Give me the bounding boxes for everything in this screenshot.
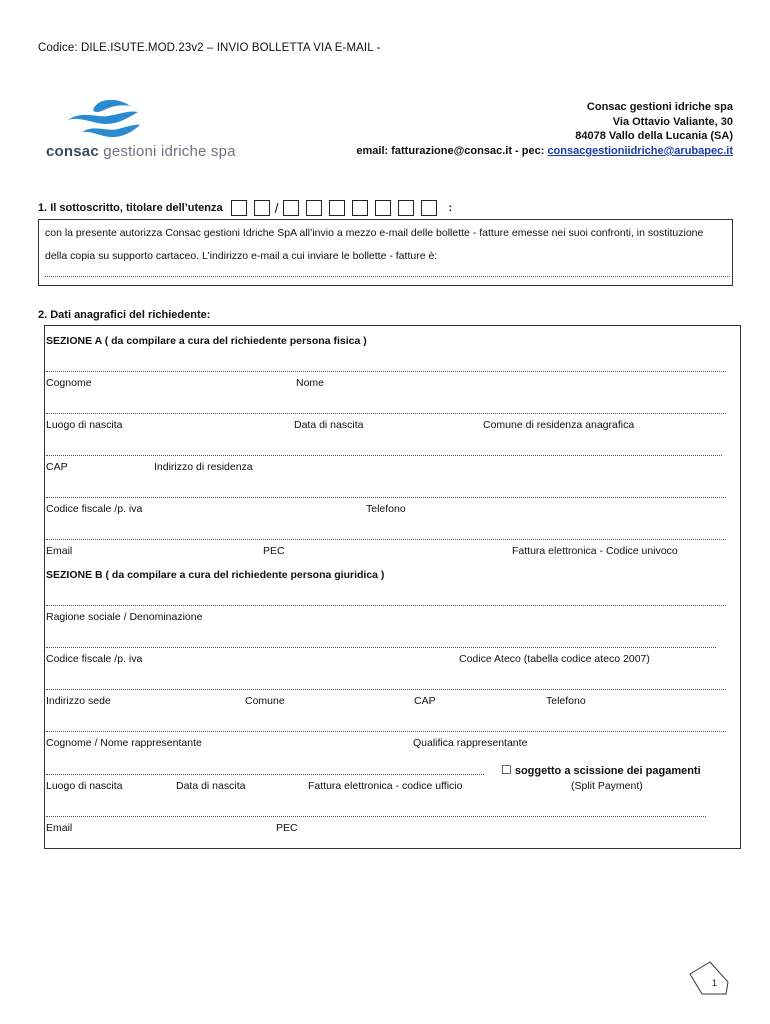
utenza-box[interactable]: [306, 200, 322, 216]
ragione-sociale-field[interactable]: [46, 605, 726, 606]
residenza-field[interactable]: [46, 455, 722, 456]
authorization-box: [38, 219, 733, 286]
sezione-b-header: SEZIONE B ( da compilare a cura del richiedente persona giuridica ): [46, 569, 385, 581]
scissione-option: [501, 763, 701, 777]
fattura-ufficio-label: Fattura elettronica - codice ufficio: [308, 780, 463, 792]
split-payment-label: (Split Payment): [571, 780, 643, 792]
utenza-separator: /: [274, 200, 279, 216]
section-2-title: 2. Dati anagrafici del richiedente:: [38, 309, 211, 321]
telefono-b-label: Telefono: [546, 695, 586, 707]
cognome-label: Cognome: [46, 377, 92, 389]
section-1-title: 1. Il sottoscritto, titolare dell’utenza / :: [38, 200, 453, 216]
cap-b-label: CAP: [414, 695, 436, 707]
sede-field[interactable]: [46, 689, 726, 690]
email-label: Email: [46, 545, 73, 557]
email-address-field[interactable]: [45, 276, 730, 277]
data-nascita-b-label: Data di nascita: [176, 780, 246, 792]
pec-label: PEC: [263, 545, 285, 557]
indirizzo-label: Indirizzo di residenza: [154, 461, 253, 473]
sezione-a-header: SEZIONE A ( da compilare a cura del richiedente persona fisica ): [46, 335, 367, 347]
waves-logo-icon: [64, 98, 142, 142]
utenza-code-boxes: [231, 200, 445, 216]
company-name: Consac gestioni idriche spa: [586, 101, 733, 113]
cognome-nome-field[interactable]: [46, 371, 726, 372]
qualifica-label: Qualifica rappresentante: [413, 737, 528, 749]
ragione-sociale-label: Ragione sociale / Denominazione: [46, 611, 203, 623]
indirizzo-sede-label: Indirizzo sede: [46, 695, 111, 707]
codice-fiscale-b-field[interactable]: [46, 647, 716, 648]
scissione-label: soggetto a scissione dei pagamenti: [514, 765, 701, 777]
codice-fiscale-b-label: Codice fiscale /p. iva: [46, 653, 143, 665]
cap-label: CAP: [46, 461, 68, 473]
company-city: 84078 Vallo della Lucania (SA): [575, 130, 733, 143]
utenza-box[interactable]: [421, 200, 437, 216]
company-address: [356, 100, 733, 158]
authorization-text-2: della copia su supporto cartaceo. L’indirizzo e-mail a cui inviare le bollette - fatture è:: [45, 250, 438, 262]
rappresentante-label: Cognome / Nome rappresentante: [46, 737, 202, 749]
utenza-box[interactable]: [398, 200, 414, 216]
fattura-codice-label: Fattura elettronica - Codice univoco: [512, 545, 678, 557]
applicant-data-box: [44, 325, 741, 849]
page-number: 1: [712, 978, 718, 988]
utenza-box[interactable]: [375, 200, 391, 216]
authorization-text: con la presente autorizza Consac gestioni Idriche SpA all’invio a mezzo e-mail delle bollette - fatture emesse nei suoi confronti, in sostituzione: [45, 227, 704, 239]
nascita-b-field[interactable]: [46, 774, 484, 775]
company-contacts: email: fatturazione@consac.it - pec: consacgestioniidriche@arubapec.it: [356, 144, 733, 157]
utenza-box[interactable]: [231, 200, 247, 216]
comune-label: Comune: [245, 695, 285, 707]
utenza-box[interactable]: [352, 200, 368, 216]
luogo-nascita-label: Luogo di nascita: [46, 419, 123, 431]
utenza-box[interactable]: [254, 200, 270, 216]
rappresentante-field[interactable]: [46, 731, 726, 732]
nome-label: Nome: [296, 377, 325, 389]
codice-fiscale-label: Codice fiscale /p. iva: [46, 503, 143, 515]
codice-fiscale-field[interactable]: [46, 497, 726, 498]
email-b-label: Email: [46, 822, 73, 834]
email-field[interactable]: [46, 539, 726, 540]
luogo-nascita-b-label: Luogo di nascita: [46, 780, 123, 792]
codice-ateco-label: Codice Ateco (tabella codice ateco 2007): [459, 653, 650, 665]
nascita-field[interactable]: [46, 413, 726, 414]
company-logo: [46, 98, 256, 164]
page-corner-icon: [688, 960, 730, 996]
page-number-badge: [688, 960, 730, 996]
telefono-label: Telefono: [366, 503, 406, 515]
email-b-field[interactable]: [46, 816, 706, 817]
document-code: Codice: DILE.ISUTE.MOD.23v2 – INVIO BOLLETTA VIA E-MAIL -: [38, 42, 381, 54]
company-street: Via Ottavio Valiante, 30: [612, 115, 733, 128]
data-nascita-label: Data di nascita: [294, 419, 364, 431]
utenza-box[interactable]: [283, 200, 299, 216]
pec-b-label: PEC: [276, 822, 298, 834]
utenza-box[interactable]: [329, 200, 345, 216]
pec-link[interactable]: consacgestioniidriche@arubapec.it: [547, 144, 733, 157]
logo-wordmark: consac gestioni idriche spa: [46, 143, 236, 160]
comune-residenza-label: Comune di residenza anagrafica: [483, 419, 635, 431]
scissione-checkbox[interactable]: ☐: [501, 763, 512, 777]
